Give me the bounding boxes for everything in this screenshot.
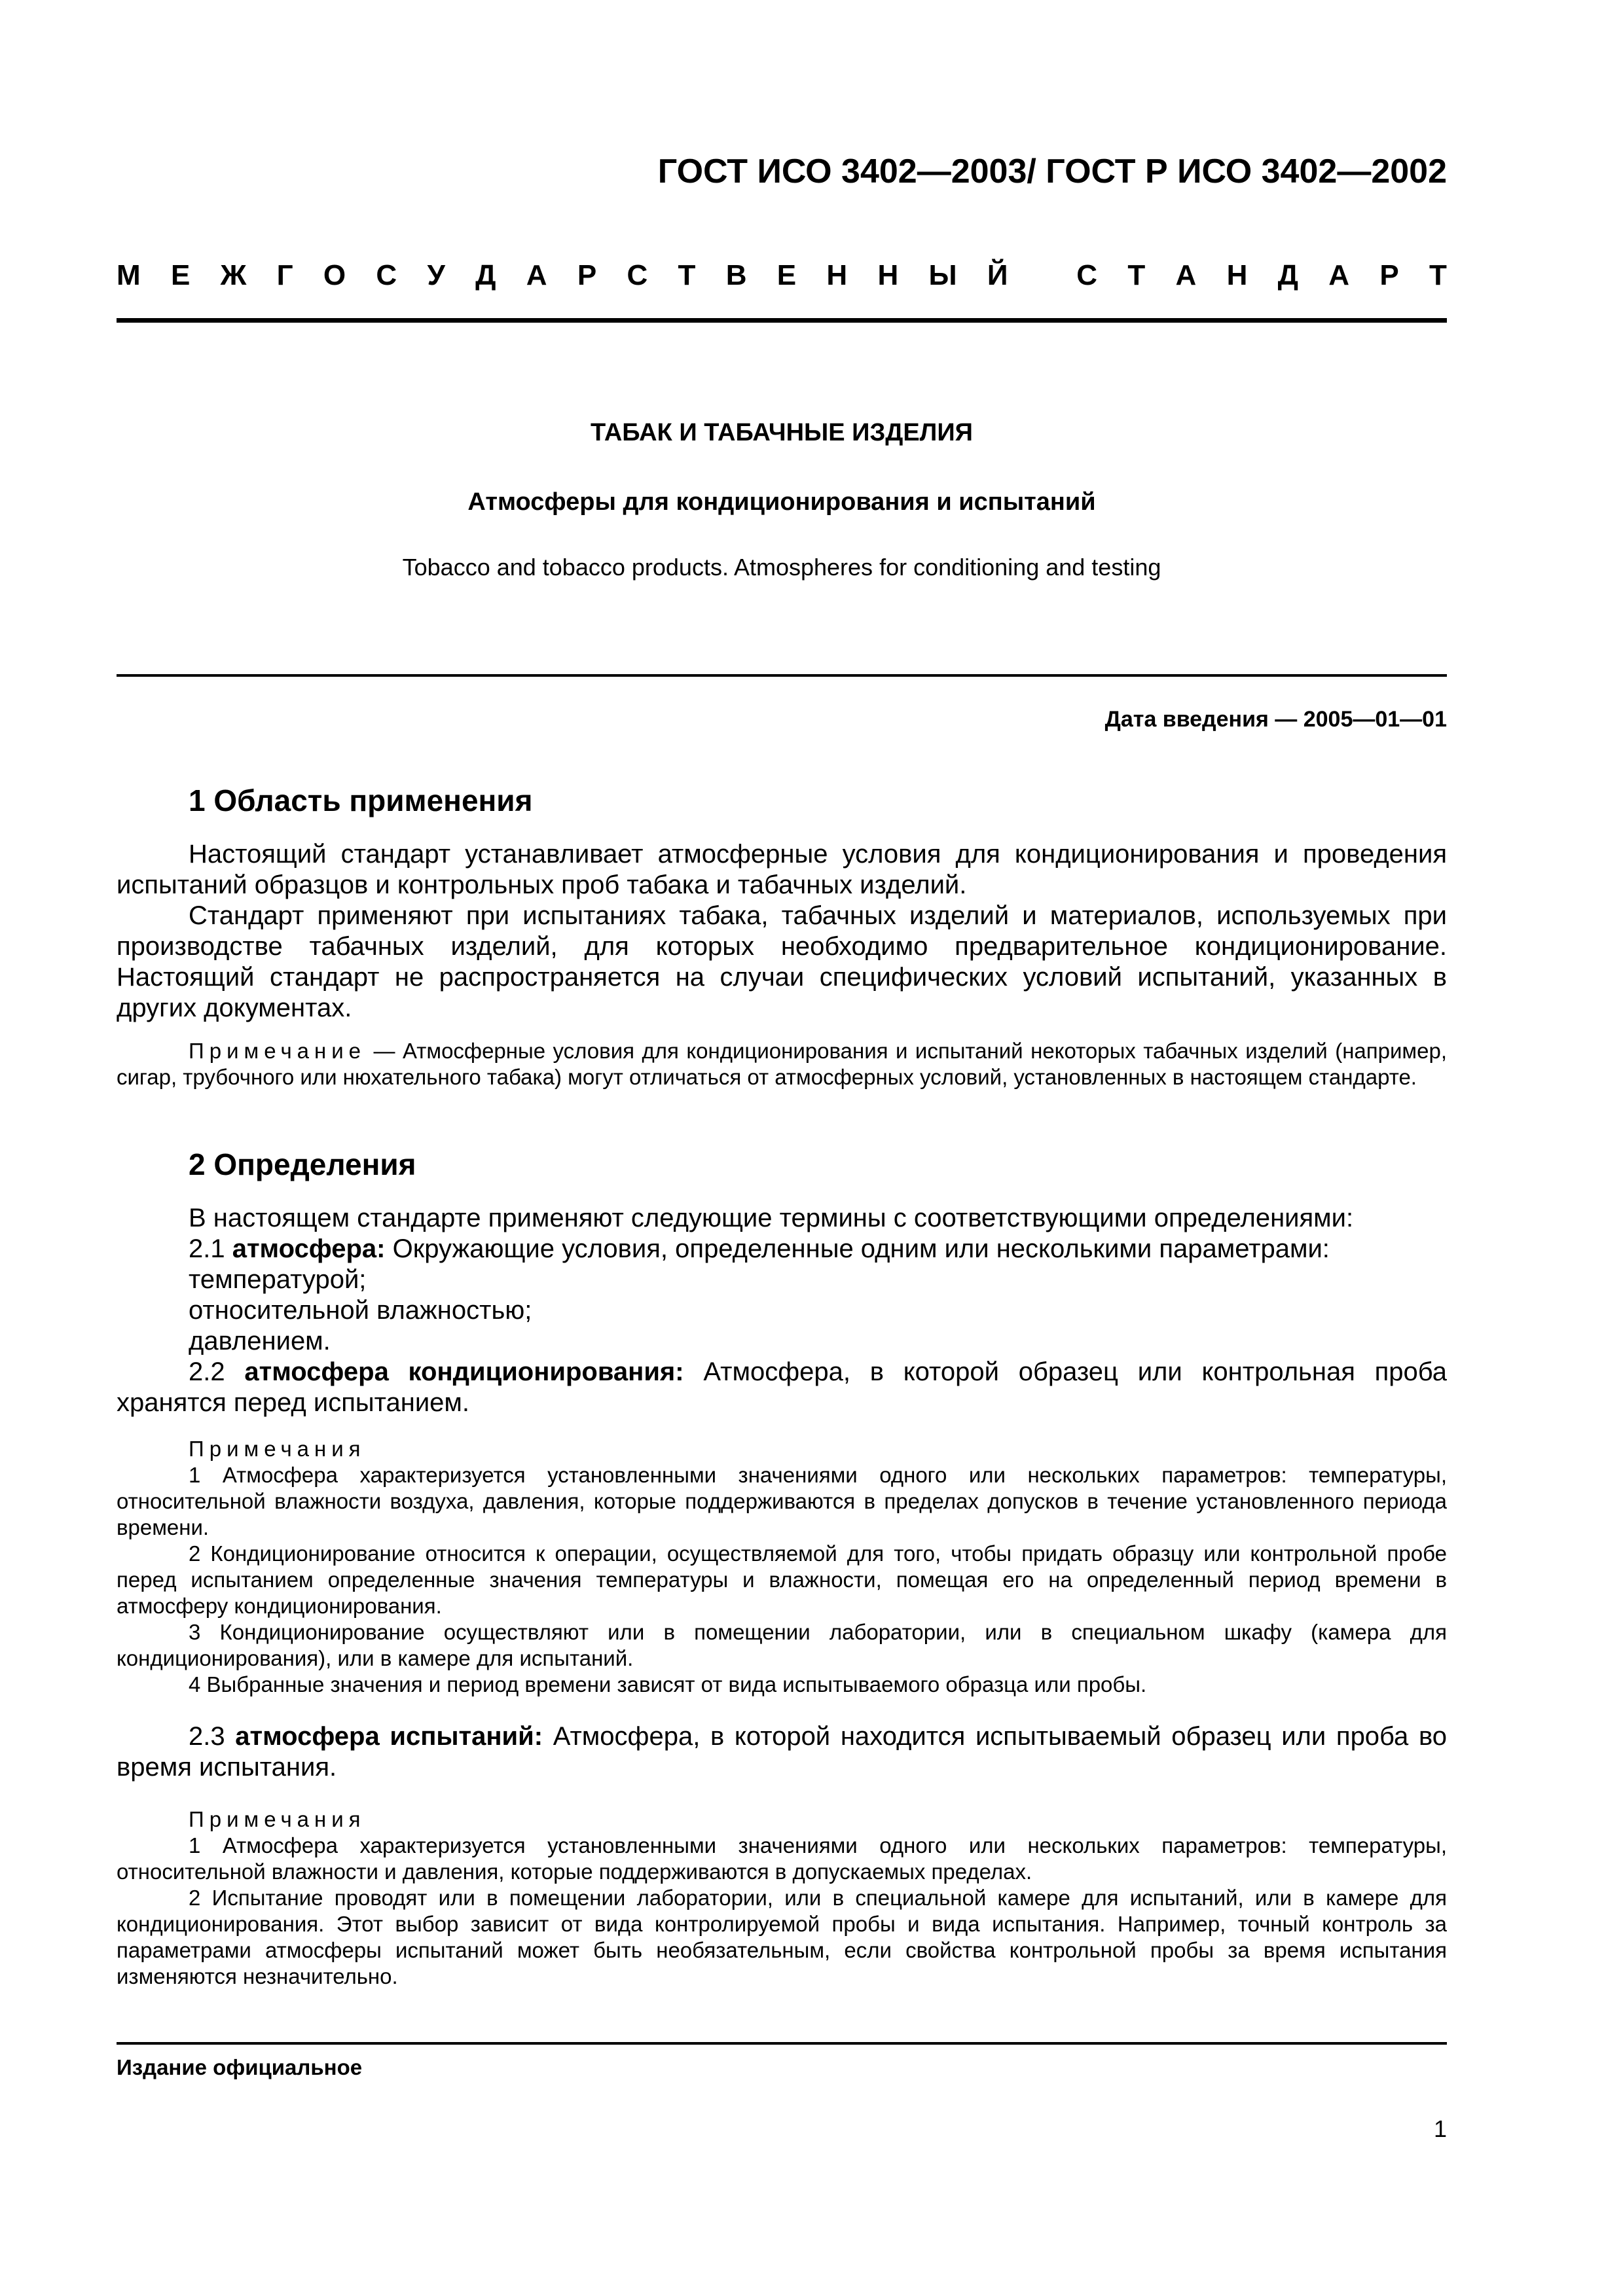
definition-number: 2.2 [189, 1357, 245, 1386]
standard-type-heading [117, 259, 1447, 292]
section-heading-definitions: 2 Определения [189, 1147, 416, 1181]
introduction-date: Дата введения — 2005—01—01 [1104, 707, 1447, 732]
definition-term: атмосфера: [232, 1234, 386, 1263]
definition-item: давлением. [189, 1327, 331, 1355]
note-item: 1 Атмосфера характеризуется установленными значениями одного или нескольких параметров: температуры, относительной влажности и давления, которые поддерживаются в допускаемых пределах. [117, 1833, 1447, 1884]
edition-label: Издание официальное [117, 2055, 363, 2079]
standard-type-letter: Н [877, 259, 899, 291]
title-divider [117, 674, 1447, 677]
definition-2-2-notes [117, 1436, 1447, 1698]
notes-label: Примечания [189, 1437, 366, 1461]
note-item: 3 Кондиционирование осуществляют или в помещении лаборатории, или в специальном шкафу (камера для кондиционирования), или в камере для испытаний. [117, 1620, 1447, 1670]
standard-type-letter: Г [276, 259, 293, 291]
section-definitions-body [117, 1203, 1447, 1418]
definition-number: 2.3 [189, 1722, 236, 1751]
document-title: ТАБАК И ТАБАЧНЫЕ ИЗДЕЛИЯ [591, 419, 973, 446]
standard-type-letter: М [117, 259, 141, 291]
section-scope-body [117, 839, 1447, 1024]
note-item: 2 Кондиционирование относится к операции, осуществляемой для того, чтобы придать образцу или контрольной пробе перед испытанием определенные значения температуры и влажности, помещая его на определенный период времени в атмосферу кондиционирования. [117, 1541, 1447, 1618]
standard-type-letter: Т [1429, 259, 1447, 291]
standard-type-letter: А [1328, 259, 1350, 291]
standard-type-letter: С [376, 259, 397, 291]
standard-type-letter: Р [577, 259, 597, 291]
standard-type-letter: Т [1127, 259, 1146, 291]
document-subtitle: Атмосферы для кондиционирования и испытаний [467, 488, 1096, 516]
definition-2-2 [117, 1357, 1447, 1418]
definition-number: 2.1 [189, 1234, 232, 1263]
section-heading-scope: 1 Область применения [189, 783, 533, 817]
standard-type-letter: В [725, 259, 747, 291]
document-title-english: Tobacco and tobacco products. Atmospheres for conditioning and testing [402, 554, 1161, 581]
scope-note [117, 1038, 1447, 1090]
standard-type-letter: Е [776, 259, 797, 291]
footer-divider [117, 2042, 1447, 2045]
standard-type-letter: Ы [928, 259, 957, 291]
standard-type-letter: А [1175, 259, 1197, 291]
definition-text: Атмосфера, в которой образец или контрольная проба хранятся перед испытанием. [117, 1357, 1448, 1417]
standard-type-letter: С [627, 259, 648, 291]
definition-2-1 [117, 1234, 1447, 1265]
standard-type-letter: Р [1379, 259, 1399, 291]
note-item: 1 Атмосфера характеризуется установленными значениями одного или нескольких параметров: температуры, относительной влажности воздуха, давления, которые поддерживаются в пределах допусков в течение установленного периода времени. [117, 1463, 1447, 1539]
definition-item: относительной влажностью; [189, 1296, 532, 1325]
standard-type-letter: А [526, 259, 547, 291]
paragraph: В настоящем стандарте применяют следующие термины с соответствующими определениями: [189, 1204, 1354, 1232]
header-divider [117, 318, 1447, 323]
definition-item: температурой; [189, 1265, 367, 1294]
note-item: 2 Испытание проводят или в помещении лаборатории, или в специальной камере для испытаний, или в камере для кондиционирования. Этот выбор зависит от вида контролируемой пробы и вида испытания. Например, точный контроль за параметрами атмосферы испытаний может быть необязательным, если свойства контрольной пробы за время испытания изменяются незначительно. [117, 1886, 1447, 1988]
definition-2-3-body [117, 1721, 1447, 1783]
note-item: 4 Выбранные значения и период времени зависят от вида испытываемого образца или пробы. [189, 1672, 1147, 1696]
standard-type-letter: Ж [220, 259, 247, 291]
document-number: ГОСТ ИСО 3402—2003/ ГОСТ Р ИСО 3402—2002 [657, 152, 1447, 190]
standard-type-gap [1038, 259, 1046, 292]
standard-type-letter: Н [1226, 259, 1248, 291]
standard-type-letter: Н [826, 259, 848, 291]
note-text: — Атмосферные условия для кондиционирования и испытаний некоторых табачных изделий (например, сигар, трубочного или нюхательного табака) могут отличаться от атмосферных условий, установленных в настоящем стандарте. [117, 1039, 1447, 1089]
definition-text: Окружающие условия, определенные одним или несколькими параметрами: [385, 1234, 1330, 1263]
standard-type-letter: У [427, 259, 445, 291]
standard-type-letter: Й [987, 259, 1008, 291]
definition-2-3 [117, 1721, 1447, 1783]
standard-type-letter: О [323, 259, 346, 291]
definition-text: Атмосфера, в которой находится испытываемый образец или проба во время испытания. [117, 1722, 1447, 1782]
note-label: Примечание [189, 1039, 367, 1063]
definition-term: атмосфера кондиционирования: [244, 1357, 684, 1386]
definition-term: атмосфера испытаний: [235, 1722, 543, 1751]
definition-2-3-notes [117, 1806, 1447, 1990]
standard-type-letter: Т [678, 259, 696, 291]
notes-label: Примечания [189, 1807, 366, 1831]
paragraph: Стандарт применяют при испытаниях табака, табачных изделий и материалов, используемых при производстве табачных изделий, для которых необходимо предварительное кондиционирование. Настоящий стандарт не распространяется на случаи специфических условий испытаний, указанных в других документах. [117, 901, 1447, 1022]
standard-type-letter: Д [1277, 259, 1299, 291]
standard-type-letter: Е [170, 259, 191, 291]
paragraph: Настоящий стандарт устанавливает атмосферные условия для кондиционирования и проведения испытаний образцов и контрольных проб табака и табачных изделий. [117, 840, 1447, 899]
standard-type-letter: Д [475, 259, 496, 291]
page-number: 1 [1433, 2115, 1447, 2142]
standard-type-letter: С [1076, 259, 1098, 291]
